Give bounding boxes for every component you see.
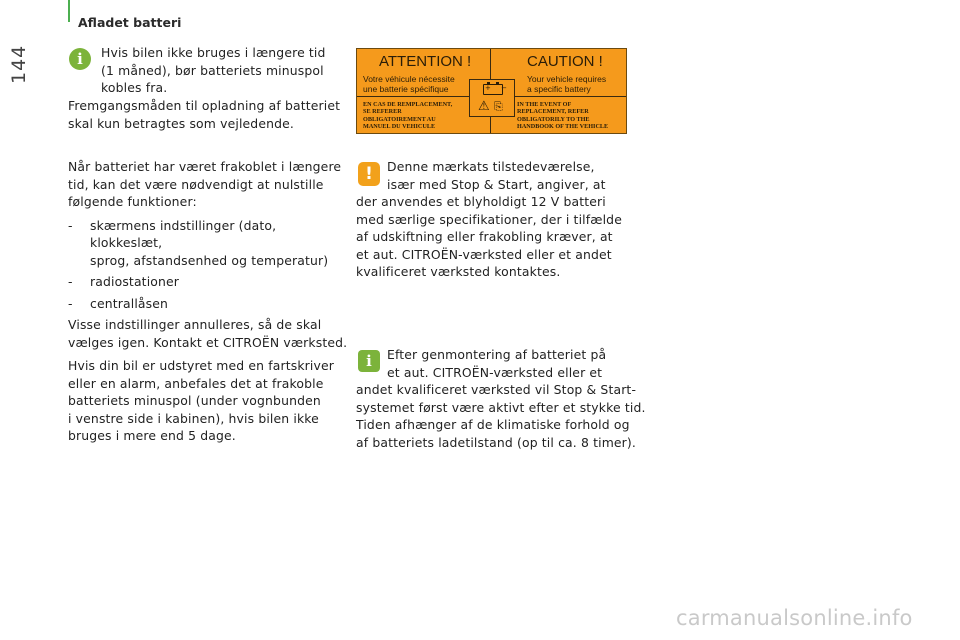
text-line: skal kun betragtes som vejledende.: [68, 115, 294, 131]
text-line: der anvendes et blyholdigt 12 V batteri: [356, 194, 606, 209]
info-note-left: [101, 44, 341, 97]
text-line: andet kvalificeret værksted vil Stop & Start-: [356, 382, 637, 397]
watermark: carmanualsonline.info: [676, 606, 913, 630]
section-accent-bar: [68, 0, 70, 22]
text-line: især med Stop & Start, angiver, at: [387, 176, 606, 192]
bullet-dash: -: [68, 274, 73, 289]
text-line: med særlige specifikationer, der i tilfælde: [356, 211, 622, 227]
text-line: vælges igen. Kontakt et CITROËN værksted.: [68, 334, 348, 350]
text-line: kvalificeret værksted kontaktes.: [356, 264, 561, 279]
text-line: følgende funktioner:: [68, 194, 197, 209]
text-line: Hvis din bil er udstyret med en fartskriver: [68, 358, 335, 373]
text-line: skærmens indstillinger (dato, klokkeslæt,: [90, 217, 277, 250]
text-line: Når batteriet har været frakoblet i længere: [68, 159, 342, 174]
paragraph: [68, 357, 350, 445]
function-list: [68, 217, 350, 313]
info-note-right: [356, 346, 656, 451]
text-line: une batterie spécifique: [363, 84, 449, 94]
text-line: bruges i mere end 5 dage.: [68, 428, 236, 443]
text-line: i venstre side i kabinen), hvis bilen ikke: [68, 410, 319, 426]
text-line: sprog, afstandsenhed og temperatur): [90, 252, 329, 268]
text-line: Denne mærkats tilstedeværelse,: [387, 159, 595, 174]
page-number: 144: [8, 44, 30, 84]
paragraph: [68, 158, 350, 211]
paragraph: [68, 316, 350, 351]
text-line: tid, kan det være nødvendigt at nulstille: [68, 176, 324, 192]
text-line: batteriets minuspol (under vognbunden: [68, 393, 321, 408]
label-heading-en: CAUTION !: [527, 53, 603, 70]
text-line: REPLACEMENT, REFER: [517, 108, 589, 116]
label-fine-en: [517, 101, 608, 131]
list-item: [68, 217, 350, 270]
list-item: [68, 273, 350, 291]
bullet-dash: -: [68, 217, 73, 233]
section-title: Afladet batteri: [78, 15, 182, 30]
text-line: a specific battery: [527, 84, 591, 94]
text-line: radiostationer: [90, 274, 180, 289]
label-sub-fr: [363, 74, 455, 94]
bullet-dash: -: [68, 295, 73, 311]
text-line: SE REFERER: [363, 108, 402, 116]
warning-note: [356, 158, 646, 281]
text-line: af batteriets ladetilstand (op til ca. 8 timer).: [356, 434, 636, 450]
text-line: af udskiftning eller frakobling kræver, at: [356, 229, 613, 244]
paragraph: [68, 97, 350, 132]
warning-icon: !: [358, 162, 380, 186]
left-body-2: [68, 158, 350, 451]
text-line: MANUEL DU VEHICULE: [363, 123, 436, 131]
text-line: OBLIGATORILY TO THE: [517, 115, 590, 123]
manual-book-icon: ⎘: [494, 100, 503, 113]
text-line: HANDBOOK OF THE VEHICLE: [517, 123, 609, 131]
battery-symbol-box: [469, 79, 515, 117]
label-sub-en: [527, 74, 606, 94]
text-line: Hvis bilen ikke bruges i længere tid: [101, 45, 326, 60]
battery-polarity-signs: + −: [485, 84, 511, 92]
text-line: Efter genmontering af batteriet på: [387, 347, 607, 362]
text-line: Tiden afhænger af de klimatiske forhold og: [356, 417, 630, 432]
text-line: centrallåsen: [90, 295, 169, 311]
text-line: (1 måned), bør batteriets minuspol: [101, 62, 324, 78]
text-line: kobles fra.: [101, 80, 168, 95]
info-icon: i: [69, 48, 91, 70]
battery-warning-label: [356, 48, 627, 134]
warning-triangle-icon: ⚠: [478, 99, 490, 114]
text-line: EN CAS DE REMPLACEMENT,: [363, 101, 453, 108]
list-item: [68, 295, 350, 313]
info-icon: i: [358, 350, 380, 372]
text-line: Your vehicle requires: [527, 74, 607, 84]
text-line: eller en alarm, anbefales det at frakoble: [68, 375, 324, 391]
text-line: et aut. CITROËN-værksted eller et: [387, 364, 603, 380]
label-fine-fr: [363, 101, 452, 131]
text-line: OBLIGATOIREMENT AU: [363, 115, 436, 123]
text-line: Votre véhicule nécessite: [363, 74, 455, 84]
left-body: [68, 97, 350, 138]
text-line: systemet først være aktivt efter et stykke tid.: [356, 399, 646, 415]
text-line: et aut. CITROËN-værksted eller et andet: [356, 246, 612, 262]
text-line: Fremgangsmåden til opladning af batteriet: [68, 98, 341, 113]
text-line: IN THE EVENT OF: [517, 101, 572, 108]
label-heading-fr: ATTENTION !: [379, 53, 472, 70]
text-line: Visse indstillinger annulleres, så de skal: [68, 317, 322, 332]
